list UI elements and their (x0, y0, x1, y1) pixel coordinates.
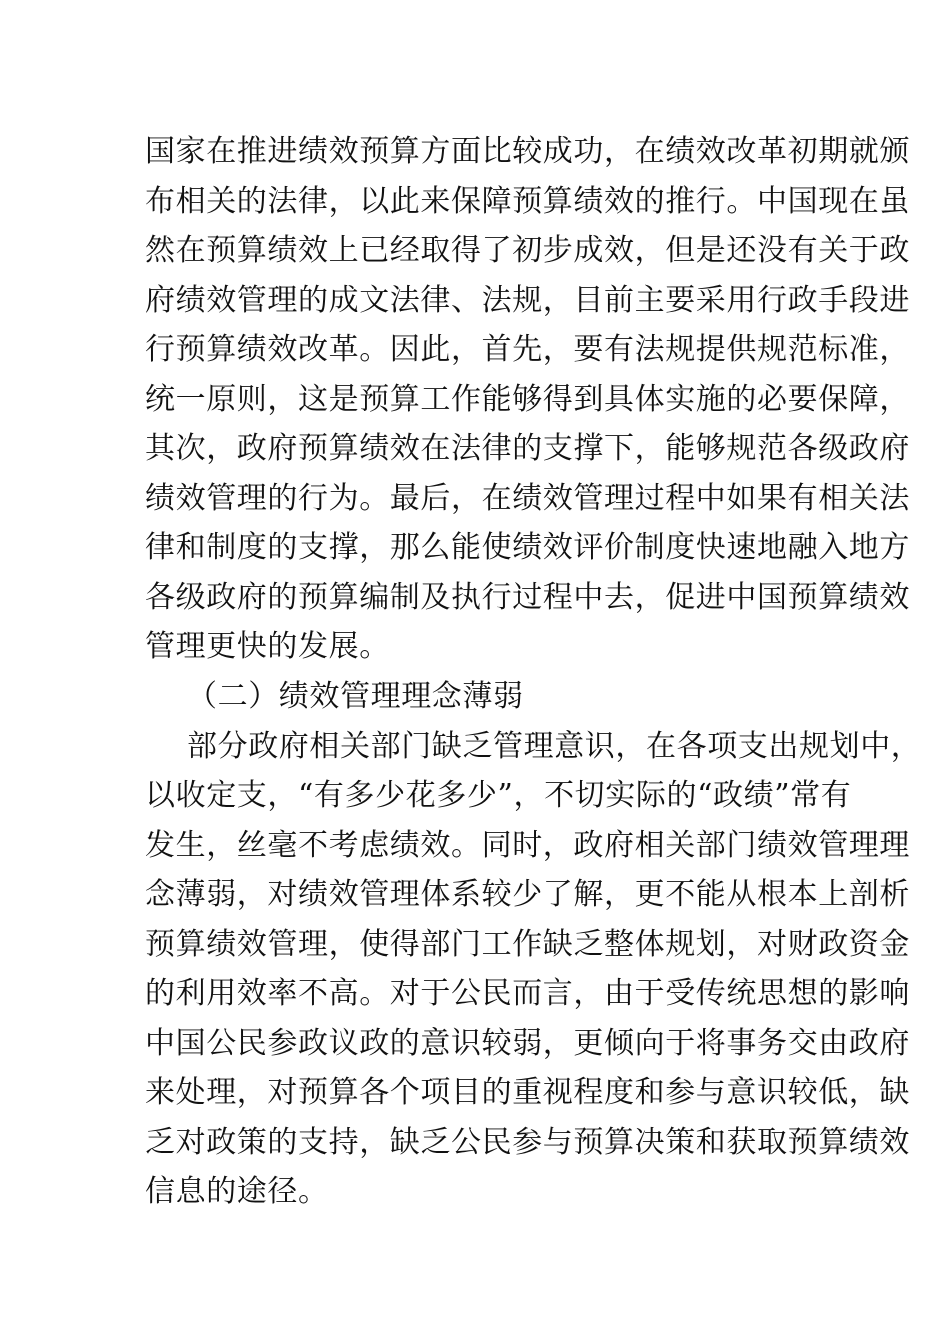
text-line: 管理更快的发展。 (145, 629, 390, 664)
text-line: 行预算绩效改革。因此，首先，要有法规提供规范标准， (145, 332, 910, 367)
text-line: 其次，政府预算绩效在法律的支撑下，能够规范各级政府 (145, 431, 910, 466)
text-line: 绩效管理的行为。最后，在绩效管理过程中如果有相关法 (145, 481, 910, 516)
text-line: 律和制度的支撑，那么能使绩效评价制度快速地融入地方 (145, 530, 910, 565)
text-line: 念薄弱，对绩效管理体系较少了解，更不能从根本上剖析 (145, 877, 910, 912)
text-line: 来处理，对预算各个项目的重视程度和参与意识较低，缺 (145, 1075, 910, 1110)
text-line: 信息的途径。 (145, 1174, 329, 1209)
text-line: 统一原则，这是预算工作能够得到具体实施的必要保障， (145, 382, 910, 417)
text-line: 部分政府相关部门缺乏管理意识，在各项支出规划中， (187, 729, 922, 764)
text-line: 以收定支，“有多少花多少”，不切实际的“政绩”常有 (145, 778, 852, 813)
section-heading: （二）绩效管理理念薄弱 (187, 679, 524, 714)
text-line: 国家在推进绩效预算方面比较成功，在绩效改革初期就颁 (145, 134, 910, 169)
text-line: 预算绩效管理，使得部门工作缺乏整体规划，对财政资金 (145, 927, 910, 962)
text-line: 发生，丝毫不考虑绩效。同时，政府相关部门绩效管理理 (145, 828, 910, 863)
text-line: 乏对政策的支持，缺乏公民参与预算决策和获取预算绩效 (145, 1125, 910, 1160)
text-line: 府绩效管理的成文法律、法规，目前主要采用行政手段进 (145, 283, 910, 318)
text-line: 各级政府的预算编制及执行过程中去，促进中国预算绩效 (145, 580, 910, 615)
text-line: 布相关的法律，以此来保障预算绩效的推行。中国现在虽 (145, 184, 910, 219)
text-line: 然在预算绩效上已经取得了初步成效，但是还没有关于政 (145, 233, 910, 268)
text-line: 中国公民参政议政的意识较弱，更倾向于将事务交由政府 (145, 1026, 910, 1061)
text-line: 的利用效率不高。对于公民而言，由于受传统思想的影响 (145, 976, 910, 1011)
